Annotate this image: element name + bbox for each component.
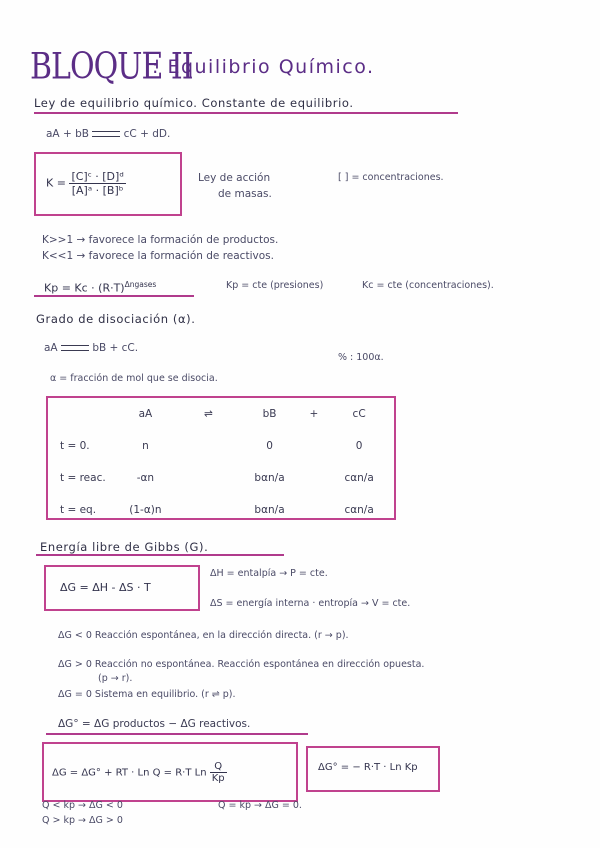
q-formula: [52, 761, 227, 784]
condition-q-greater: Q > kp → ΔG > 0: [42, 815, 123, 826]
q-fraction: [210, 761, 227, 784]
standard-underline: [46, 733, 308, 735]
standard-formula: ΔG° = − R·T · Ln Kp: [318, 762, 418, 773]
table-cell: [300, 462, 329, 494]
k-numerator: [C]ᶜ · [D]ᵈ: [71, 170, 124, 183]
section-heading-dissociation: Grado de disociación (α).: [36, 312, 196, 326]
section-heading-gibbs: Energía libre de Gibbs (G).: [40, 540, 209, 554]
dissociation-table: [52, 398, 390, 526]
table-header-cell: [52, 398, 114, 430]
page-subtitle: : Equilibrio Químico.: [152, 56, 375, 78]
table-cell: -αn: [136, 472, 155, 484]
q-numerator: Q: [210, 761, 227, 773]
k-fraction: [69, 170, 125, 197]
dissociation-table-box: [46, 396, 396, 520]
equilibrium-arrow-icon: [92, 130, 120, 138]
dissociation-left: aA: [44, 342, 58, 354]
table-cell: bαn/a: [254, 472, 285, 484]
kp-underline: [34, 295, 194, 297]
reaction-dissociation: [44, 342, 138, 354]
table-row: [52, 494, 390, 526]
gibbs-zero-line: ΔG = 0 Sistema en equilibrio. (r ⇌ p).: [58, 689, 236, 700]
law-label-line1: Ley de acción: [198, 172, 271, 184]
table-row: [52, 430, 390, 462]
standard-formula-box: [306, 746, 440, 792]
table-cell: bαn/a: [254, 504, 285, 516]
kc-note: Kc = cte (concentraciones).: [362, 280, 494, 291]
table-cell: cαn/a: [344, 472, 374, 484]
kp-note: Kp = cte (presiones): [226, 280, 324, 291]
condition-q-equal: Q = kp → ΔG = 0.: [218, 800, 302, 811]
table-cell: [177, 430, 239, 462]
table-header-cell: cC: [352, 408, 366, 420]
reaction-left: aA + bB: [46, 128, 89, 140]
q-denominator: Kp: [211, 773, 225, 784]
k-symbol: K =: [46, 176, 66, 190]
gibbs-formula-box: [44, 565, 200, 611]
kp-formula: Kp = Kc · (R·T): [44, 281, 125, 295]
gibbs-negative-line: ΔG < 0 Reacción espontánea, en la dirección directa. (r → p).: [58, 630, 349, 641]
table-cell: 0: [266, 440, 273, 452]
enthalpy-note: ΔH = entalpía → P = cte.: [210, 568, 328, 579]
equilibrium-arrow-icon: [61, 344, 89, 352]
table-cell: [177, 462, 239, 494]
table-header-cell: bB: [262, 408, 277, 420]
k-denominator: [A]ᵃ · [B]ᵇ: [71, 184, 124, 197]
table-cell: n: [142, 440, 149, 452]
section-heading-equilibrium-law: Ley de equilibrio químico. Constante de equilibrio.: [34, 96, 354, 110]
gibbs-formula: ΔG = ΔH - ΔS · T: [60, 581, 151, 594]
heading-underline: [36, 554, 284, 556]
k-formula: [46, 170, 126, 197]
table-cell: [177, 494, 239, 526]
concentration-note: [ ] = concentraciones.: [338, 172, 444, 183]
table-cell: t = reac.: [60, 472, 106, 484]
condition-q-less: Q < kp → ΔG < 0: [42, 800, 123, 811]
percent-note: % : 100α.: [338, 352, 384, 363]
dissociation-right: bB + cC.: [92, 342, 139, 354]
gibbs-positive-line: ΔG > 0 Reacción no espontánea. Reacción espontánea en dirección opuesta.: [58, 659, 425, 670]
gibbs-positive-direction: (p → r).: [98, 673, 133, 684]
k-formula-box: [34, 152, 182, 216]
law-label-line2: de masas.: [218, 188, 272, 200]
table-cell: 0: [355, 440, 363, 452]
reaction-general: [46, 128, 170, 140]
table-header-cell: aA: [138, 408, 153, 420]
page-title: BLOQUE II: [30, 46, 193, 88]
k-large-note: K>>1 → favorece la formación de productos.: [42, 234, 279, 246]
q-formula-box: [42, 742, 298, 802]
table-cell: t = eq.: [60, 504, 97, 516]
table-cell: [300, 430, 329, 462]
entropy-note: ΔS = energía interna · entropía → V = cte.: [210, 598, 411, 609]
heading-underline: [34, 112, 458, 114]
reaction-right: cC + dD.: [123, 128, 171, 140]
table-row: [52, 462, 390, 494]
kp-exponent: Δngases: [124, 280, 157, 289]
table-header-cell: ⇌: [204, 408, 213, 420]
table-cell: t = 0.: [60, 440, 90, 452]
kp-kc-relation: [44, 280, 156, 295]
table-cell: (1-α)n: [129, 504, 162, 516]
standard-gibbs-definition: ΔG° = ΔG productos − ΔG reactivos.: [58, 718, 251, 730]
q-formula-text: ΔG = ΔG° + RT · Ln Q = R·T Ln: [52, 767, 210, 779]
table-cell: cαn/a: [344, 504, 374, 516]
table-header-cell: +: [309, 408, 319, 420]
alpha-definition: α = fracción de mol que se disocia.: [50, 373, 218, 384]
k-small-note: K<<1 → favorece la formación de reactivos.: [42, 250, 274, 262]
table-header-row: [52, 398, 390, 430]
table-cell: [300, 494, 329, 526]
